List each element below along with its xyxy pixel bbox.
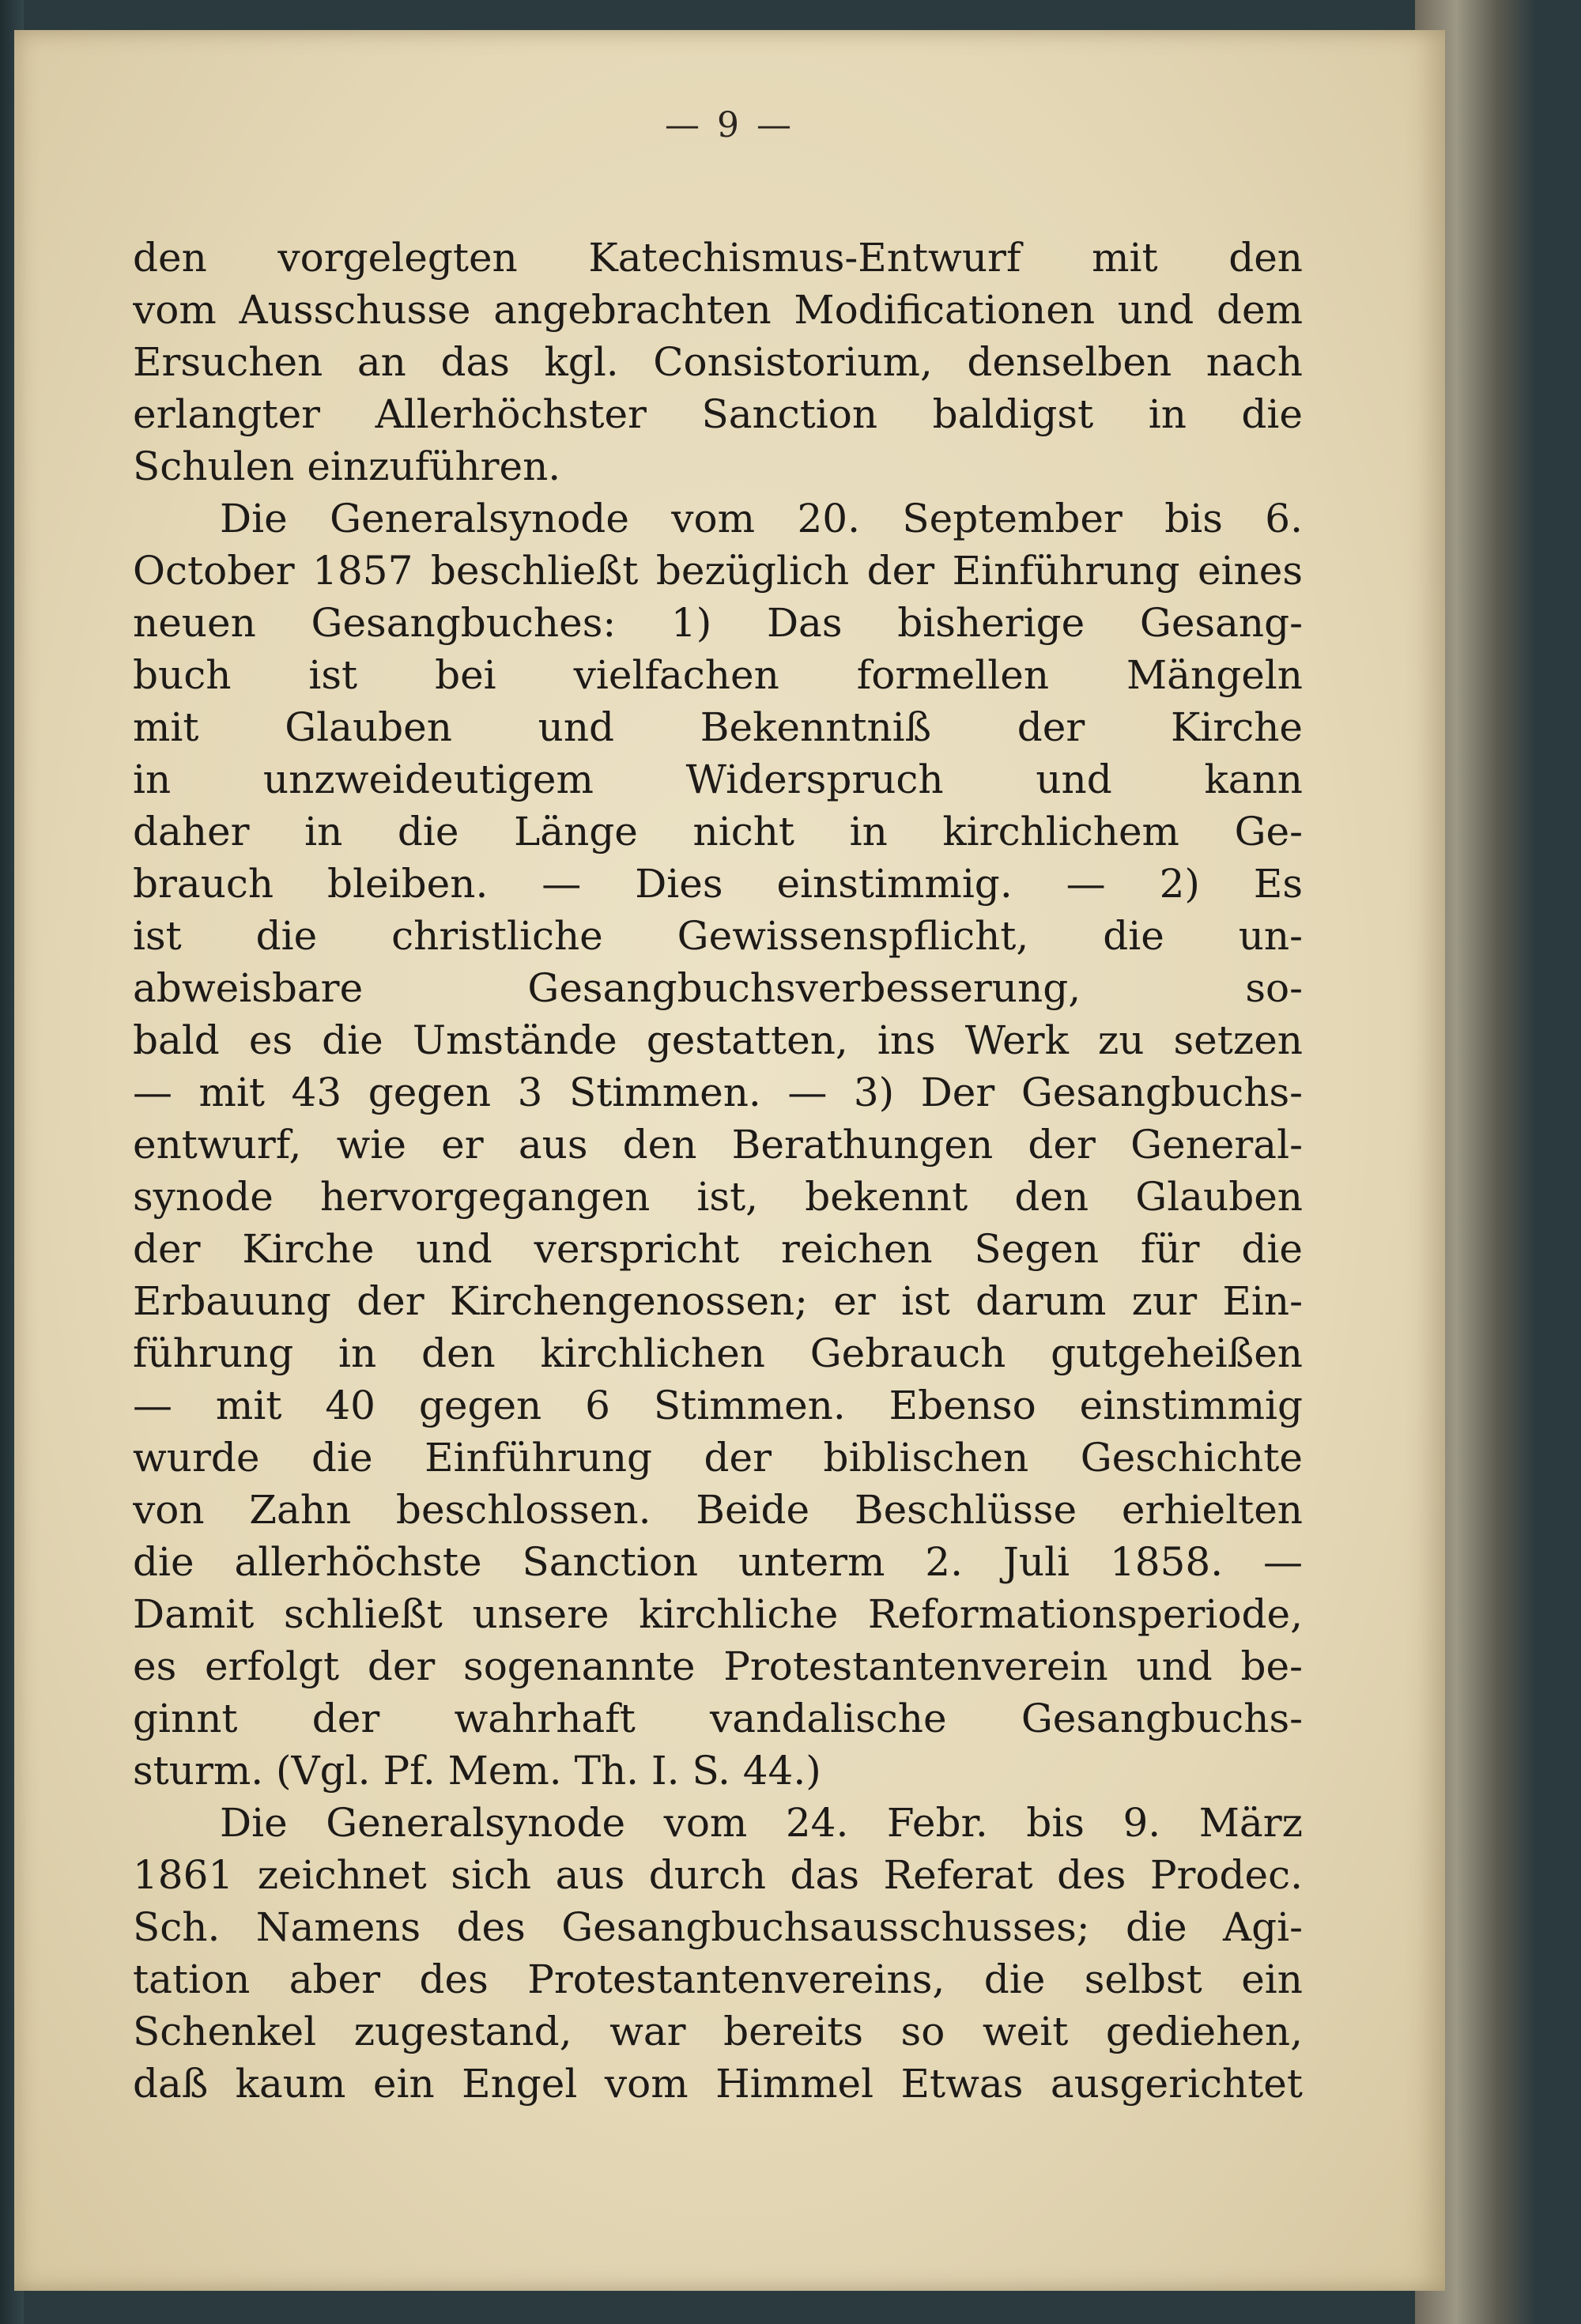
- text-line: führung in den kirchlichen Gebrauch gutgeheißen: [133, 1330, 1303, 1376]
- text-line: Die Generalsynode vom 24. Febr. bis 9. März: [220, 1800, 1303, 1846]
- text-line: synode hervorgegangen ist, bekennt den Glauben: [133, 1174, 1303, 1220]
- text-line: sturm. (Vgl. Pf. Mem. Th. I. S. 44.): [133, 1748, 821, 1794]
- body-text: [133, 232, 1303, 2110]
- text-line: in unzweideutigem Widerspruch und kann: [133, 756, 1303, 802]
- text-line: entwurf, wie er aus den Berathungen der General-: [133, 1122, 1303, 1168]
- text-line: daß kaum ein Engel vom Himmel Etwas ausgerichtet: [133, 2061, 1303, 2107]
- text-line: Schenkel zugestand, war bereits so weit gediehen,: [133, 2009, 1303, 2054]
- text-line: bald es die Umstände gestatten, ins Werk zu setzen: [133, 1017, 1303, 1063]
- text-line: — mit 43 gegen 3 Stimmen. — 3) Der Gesangbuchs-: [133, 1070, 1303, 1115]
- text-line: Erbauung der Kirchengenossen; er ist darum zur Ein-: [133, 1278, 1303, 1324]
- text-line: October 1857 beschließt bezüglich der Einführung eines: [133, 548, 1303, 594]
- text-line: von Zahn beschlossen. Beide Beschlüsse erhielten: [133, 1487, 1303, 1533]
- text-line: Sch. Namens des Gesangbuchsausschusses; die Agi-: [133, 1904, 1303, 1950]
- page-number: — 9 —: [665, 105, 794, 145]
- text-line: den vorgelegten Katechismus-Entwurf mit den: [133, 235, 1303, 281]
- text-line: buch ist bei vielfachen formellen Mängeln: [133, 652, 1303, 698]
- text-line: es erfolgt der sogenannte Protestantenverein und be-: [133, 1643, 1303, 1689]
- text-line: der Kirche und verspricht reichen Segen für die: [133, 1226, 1303, 1272]
- text-line: tation aber des Protestantenvereins, die selbst ein: [133, 1956, 1303, 2002]
- text-line: Schulen einzuführen.: [133, 443, 561, 489]
- text-line: Damit schließt unsere kirchliche Reformationsperiode,: [133, 1591, 1303, 1637]
- text-line: — mit 40 gegen 6 Stimmen. Ebenso einstimmig: [133, 1383, 1303, 1428]
- text-line: wurde die Einführung der biblischen Geschichte: [133, 1435, 1303, 1481]
- text-line: vom Ausschusse angebrachten Modificationen und dem: [133, 287, 1303, 333]
- text-line: brauch bleiben. — Dies einstimmig. — 2) Es: [133, 861, 1303, 907]
- text-line: Ersuchen an das kgl. Consistorium, denselben nach: [133, 339, 1303, 385]
- text-line: Die Generalsynode vom 20. September bis 6.: [220, 496, 1303, 541]
- text-line: abweisbare Gesangbuchsverbesserung, so-: [133, 965, 1303, 1011]
- text-line: ist die christliche Gewissenspflicht, die un-: [133, 913, 1303, 959]
- text-line: daher in die Länge nicht in kirchlichem Ge-: [133, 809, 1303, 855]
- text-line: ginnt der wahrhaft vandalische Gesangbuchs-: [133, 1696, 1303, 1741]
- text-line: die allerhöchste Sanction unterm 2. Juli 1858. —: [133, 1539, 1303, 1585]
- text-line: mit Glauben und Bekenntniß der Kirche: [133, 704, 1303, 750]
- text-line: 1861 zeichnet sich aus durch das Referat des Prodec.: [133, 1852, 1303, 1898]
- text-line: erlangter Allerhöchster Sanction baldigst in die: [133, 391, 1303, 437]
- text-line: neuen Gesangbuches: 1) Das bisherige Gesang-: [133, 600, 1303, 646]
- book-page: [14, 30, 1445, 2291]
